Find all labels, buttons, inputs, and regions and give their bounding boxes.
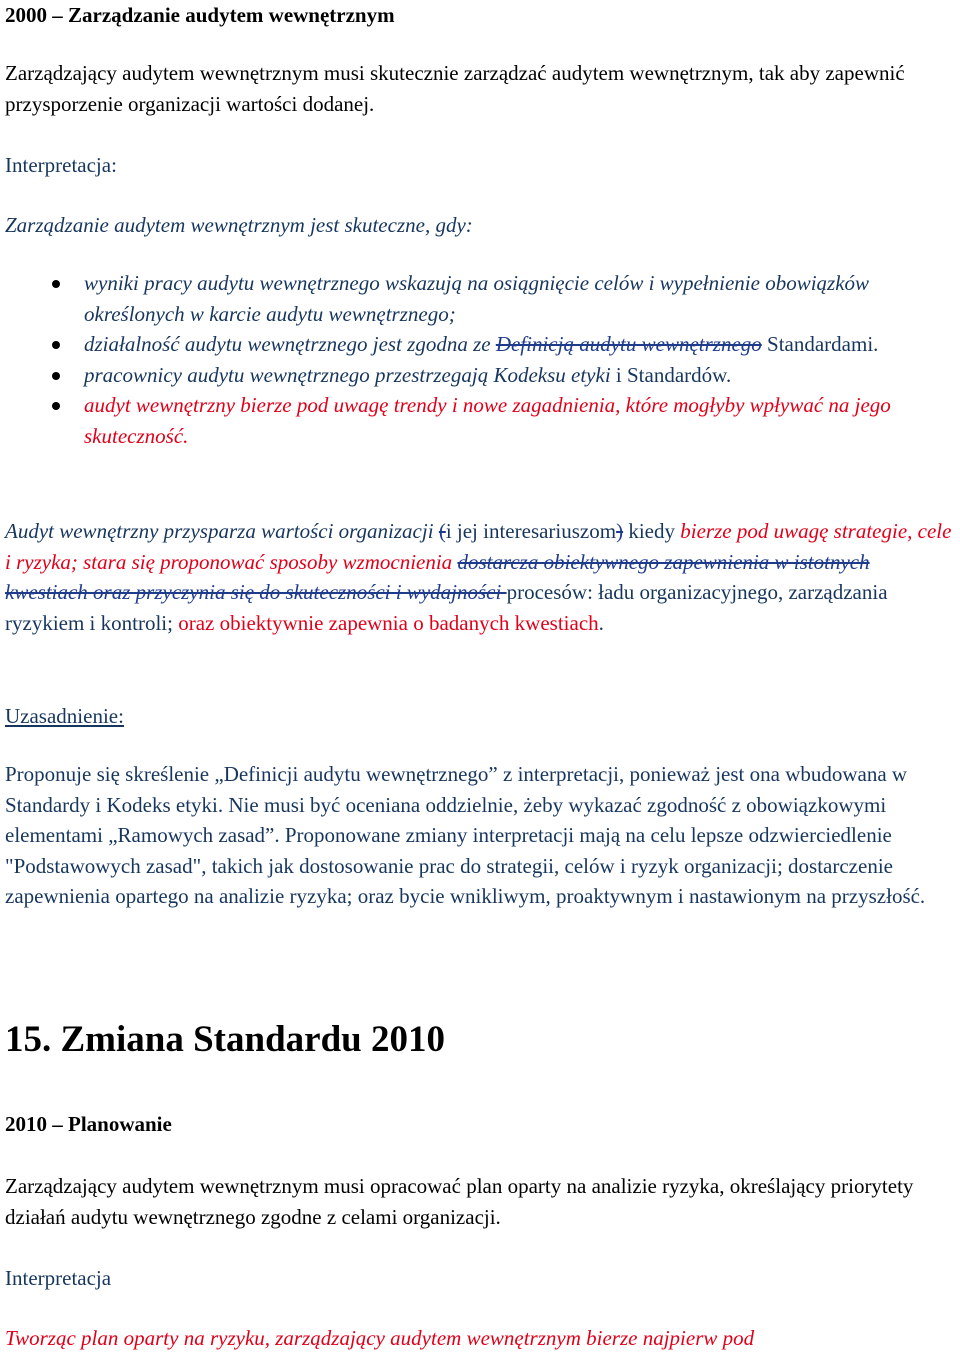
list-item: [0, 390, 960, 451]
justification-text: Proponuje się skreślenie „Definicji audytu wewnętrznego” z interpretacji, ponieważ jest ona wbudowana w Standardy i Kodeks etyki. Nie musi być oceniana oddzielnie, żeby wykazać zgodność z obowiązkowymi elementami „Ramowych zasad”. Proponowane zmiany interpretacji mają na celu lepsze odzwierciedlenie "Podstawowych zasad", takich jak dostosowanie prac do strategii, celów i ryzyk organizacji; dostarczenie zapewnienia opartego na analizie ryzyka; oraz bycie wnikliwym, proaktywnym i nastawionym na przyszłość.: [5, 762, 926, 908]
heading-2010: 2010 – Planowanie: [5, 1112, 172, 1136]
justification-label: Uzasadnienie:: [5, 704, 124, 728]
interpretation-intro: Zarządzanie audytem wewnętrznym jest skuteczne, gdy:: [5, 213, 473, 237]
deleted-text: dostarcza obiektywnego zapewnienia w istotnych kwestiach oraz przyczynia się do skuteczności i wydajności: [5, 549, 870, 604]
interpretation-label: Interpretacja:: [5, 153, 117, 177]
list-item-text: Standardami.: [761, 332, 879, 356]
list-item-text: i Standardów.: [615, 362, 732, 387]
list-item-text: działalność audytu wewnętrznego jest zgodna ze: [84, 332, 496, 356]
section-title: 15. Zmiana Standardu 2010: [5, 1019, 445, 1060]
list-item: [0, 360, 960, 391]
bullet-icon: [52, 280, 60, 288]
paragraph-text: .: [598, 610, 604, 635]
deleted-text: ): [616, 519, 624, 543]
bullet-icon: [52, 372, 60, 380]
heading-2000: 2000 – Zarządzanie audytem wewnętrznym: [5, 3, 395, 27]
list-item: [0, 268, 960, 329]
standard-2010-text: Zarządzający audytem wewnętrznym musi opracować plan oparty na analizie ryzyka, określający priorytety działań audytu wewnętrznego zgodne z celami organizacji.: [5, 1174, 914, 1229]
bullet-icon: [52, 341, 60, 349]
inserted-text: audyt wewnętrzny bierze pod uwagę trendy i nowe zagadnienia, które mogłyby wpływać na jego skuteczność.: [84, 393, 891, 448]
bullet-icon: [52, 402, 60, 410]
list-item-text: wyniki pracy audytu wewnętrznego wskazują na osiągnięcie celów i wypełnienie obowiązków określonych w karcie audytu wewnętrznego;: [84, 271, 870, 326]
paragraph-text: Audyt wewnętrzny przysparza wartości organizacji: [5, 519, 439, 543]
deleted-text: Definicją audytu wewnętrznego: [495, 332, 762, 356]
value-paragraph: [5, 516, 957, 638]
interpretation-text-2010: Tworząc plan oparty na ryzyku, zarządzający audytem wewnętrznym bierze najpierw pod: [5, 1326, 755, 1350]
inserted-text: oraz obiektywnie zapewnia o badanych kwestiach: [178, 610, 599, 635]
list-item: [0, 329, 960, 360]
paragraph-text: i jej interesariuszom: [445, 519, 617, 543]
criteria-list: [0, 268, 960, 451]
paragraph-text: kiedy: [623, 519, 681, 543]
interpretation-label-2010: Interpretacja: [5, 1266, 112, 1290]
inserted-text: bierze pod uwagę strategie, cele i ryzyka; stara się proponować sposoby wzmocnienia: [5, 519, 952, 574]
list-item-text: pracownicy audytu wewnętrznego przestrzegają Kodeksu etyki: [84, 362, 616, 387]
deleted-text: (: [438, 519, 446, 543]
paragraph-text: procesów: ładu organizacyjnego, zarządzania ryzykiem i kontroli;: [5, 580, 888, 635]
standard-2000-text: Zarządzający audytem wewnętrznym musi skutecznie zarządzać audytem wewnętrznym, tak aby zapewnić przysporzenie organizacji wartości dodanej.: [5, 61, 905, 116]
